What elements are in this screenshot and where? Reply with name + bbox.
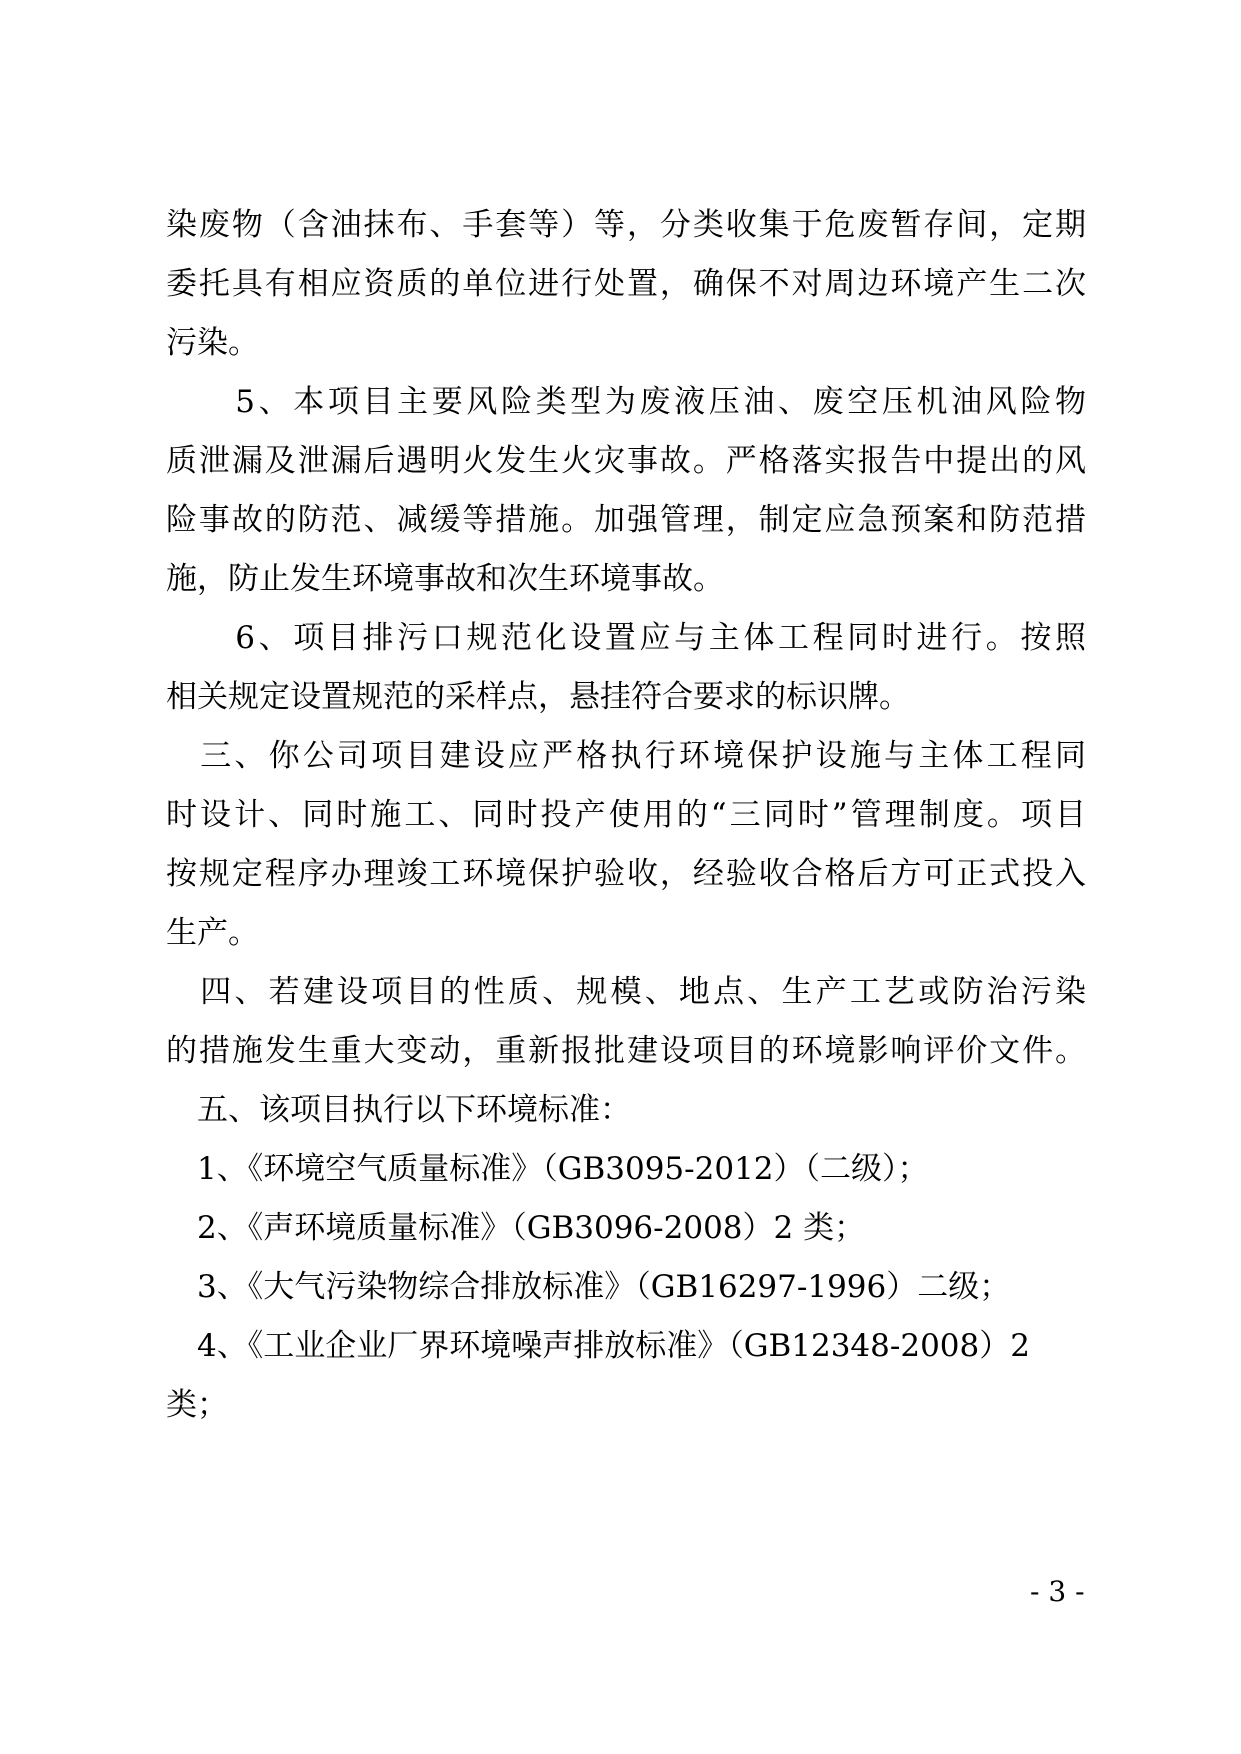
text-line: 相关规定设置规范的采样点，悬挂符合要求的标识牌。 [166, 679, 910, 715]
text-line: 污染。 [166, 325, 259, 361]
text-line: 染废物（含油抹布、手套等）等，分类收集于危废暂存间，定期 [166, 207, 1086, 243]
text-line: 6、项目排污口规范化设置应与主体工程同时进行。按照 [166, 620, 1086, 656]
text-line: 三、你公司项目建设应严格执行环境保护设施与主体工程同 [166, 738, 1086, 774]
text-line: 按规定程序办理竣工环境保护验收，经验收合格后方可正式投入 [166, 856, 1086, 892]
text-line: 5、本项目主要风险类型为废液压油、废空压机油风险物 [166, 384, 1086, 420]
text-line: 四、若建设项目的性质、规模、地点、生产工艺或防治污染 [166, 974, 1086, 1010]
text-line: 时设计、同时施工、同时投产使用的“三同时”管理制度。项目 [166, 797, 1086, 833]
text-line: 施，防止发生环境事故和次生环境事故。 [166, 561, 724, 597]
text-line: 险事故的防范、减缓等措施。加强管理，制定应急预案和防范措 [166, 502, 1086, 538]
text-line: 质泄漏及泄漏后遇明火发生火灾事故。严格落实报告中提出的风 [166, 443, 1086, 479]
text-line: 3、《大气污染物综合排放标准》（GB16297-1996）二级； [166, 1269, 1011, 1305]
text-line: 五、该项目执行以下环境标准： [166, 1092, 631, 1128]
text-line: 4、《工业企业厂界环境噪声排放标准》（GB12348-2008）2 [166, 1328, 1030, 1364]
text-line: 1、《环境空气质量标准》（GB3095-2012）（二级）； [166, 1151, 929, 1187]
text-line: 类； [166, 1387, 228, 1423]
text-line: 委托具有相应资质的单位进行处置，确保不对周边环境产生二次 [166, 266, 1086, 302]
page-number: - 3 - [1030, 1575, 1085, 1608]
text-line: 的措施发生重大变动，重新报批建设项目的环境影响评价文件。 [166, 1033, 1086, 1069]
text-line: 2、《声环境质量标准》（GB3096-2008）2 类； [166, 1210, 866, 1246]
text-line: 生产。 [166, 915, 259, 951]
